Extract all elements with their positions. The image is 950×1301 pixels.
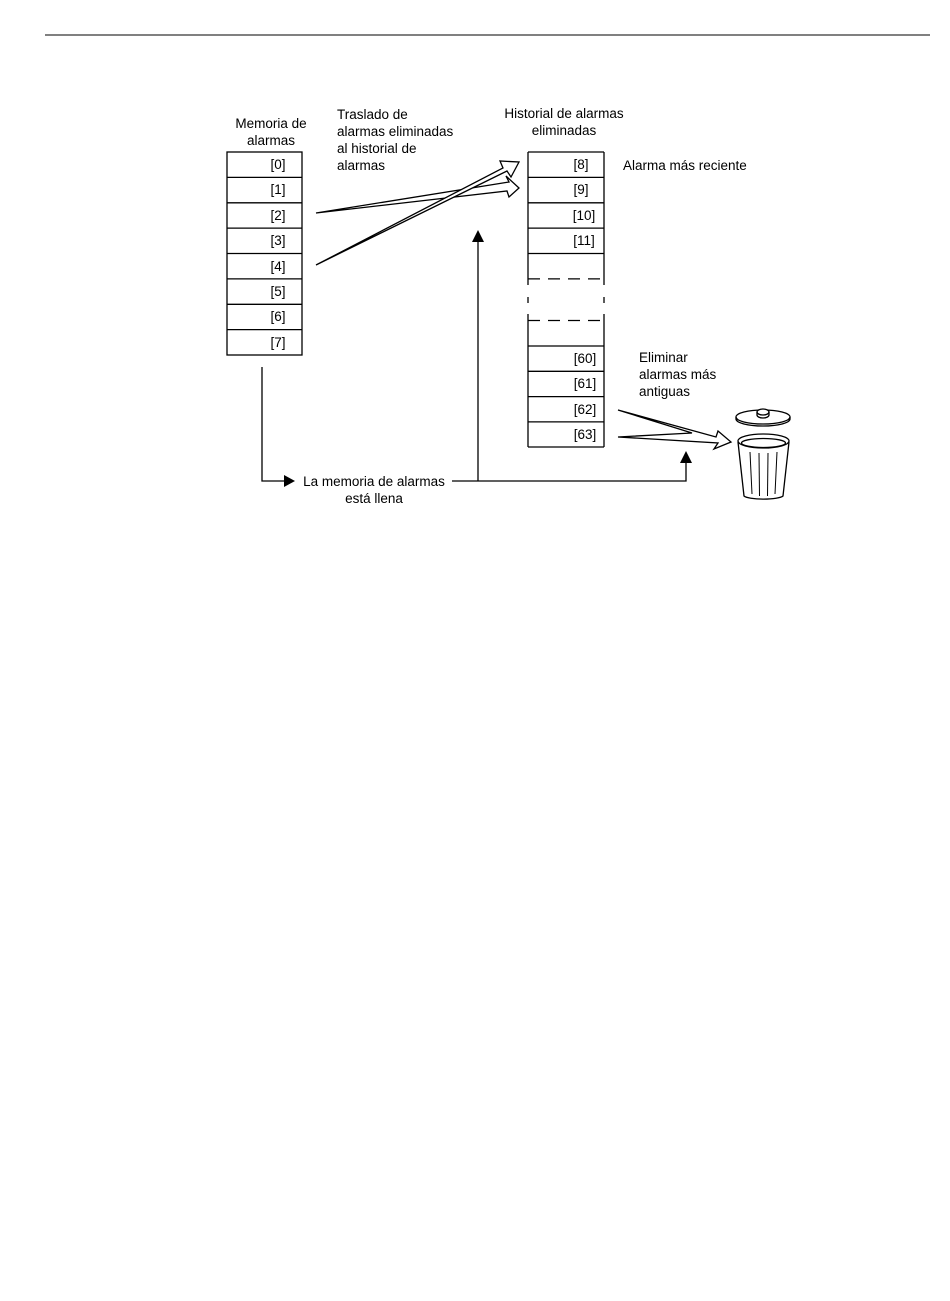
memory-cell-3: [3] <box>270 233 286 248</box>
svg-text:está llena: está llena <box>345 491 403 506</box>
memory-title-line-1: Memoria de <box>235 116 307 131</box>
memory-cell-2: [2] <box>270 208 286 223</box>
history-cell-11: [11] <box>573 233 595 248</box>
svg-text:alarmas eliminadas: alarmas eliminadas <box>337 124 454 139</box>
svg-text:Eliminar: Eliminar <box>639 350 688 365</box>
arrowhead-up-trash <box>680 451 692 463</box>
memory-block <box>227 116 307 355</box>
memory-full-arrowheads <box>284 230 692 487</box>
trash-can-icon <box>736 409 790 499</box>
transfer-arrow-4-to-8 <box>316 161 519 265</box>
memory-cell-7: [7] <box>270 335 286 350</box>
history-cell-8: [8] <box>573 157 589 172</box>
memory-cell-5: [5] <box>270 284 286 299</box>
memory-full-flow <box>262 242 686 481</box>
svg-text:antiguas: antiguas <box>639 384 691 399</box>
history-title-line-1: Historial de alarmas <box>504 106 624 121</box>
history-gap <box>528 279 604 321</box>
memory-full-label <box>303 474 445 506</box>
history-cell-63: [63] <box>573 427 597 442</box>
transfer-arrows <box>316 161 519 265</box>
history-block <box>504 106 624 447</box>
svg-text:al historial de: al historial de <box>337 141 417 156</box>
svg-text:alarmas más: alarmas más <box>639 367 717 382</box>
history-cell-62: [62] <box>573 402 597 417</box>
delete-arrow <box>618 410 731 449</box>
history-cell-61: [61] <box>573 376 597 391</box>
svg-text:Traslado de: Traslado de <box>337 107 408 122</box>
history-cell-60: [60] <box>573 351 597 366</box>
svg-text:La memoria de alarmas: La memoria de alarmas <box>303 474 445 489</box>
delete-label <box>639 350 717 399</box>
memory-cell-0: [0] <box>270 157 286 172</box>
memory-cell-1: [1] <box>270 182 286 197</box>
memory-cell-4: [4] <box>270 259 286 274</box>
history-cell-9: [9] <box>573 182 589 197</box>
memory-cells <box>227 152 302 355</box>
transfer-arrow-2-to-9 <box>316 176 519 213</box>
history-cell-10: [10] <box>572 208 596 223</box>
newest-alarm-label: Alarma más reciente <box>623 158 747 173</box>
svg-text:alarmas: alarmas <box>337 158 386 173</box>
memory-cell-6: [6] <box>270 309 286 324</box>
arrowhead-right <box>284 475 295 487</box>
transfer-label <box>337 107 454 173</box>
memory-title-line-2: alarmas <box>246 133 296 148</box>
arrowhead-up-history <box>472 230 484 242</box>
history-title-line-2: eliminadas <box>531 123 597 138</box>
